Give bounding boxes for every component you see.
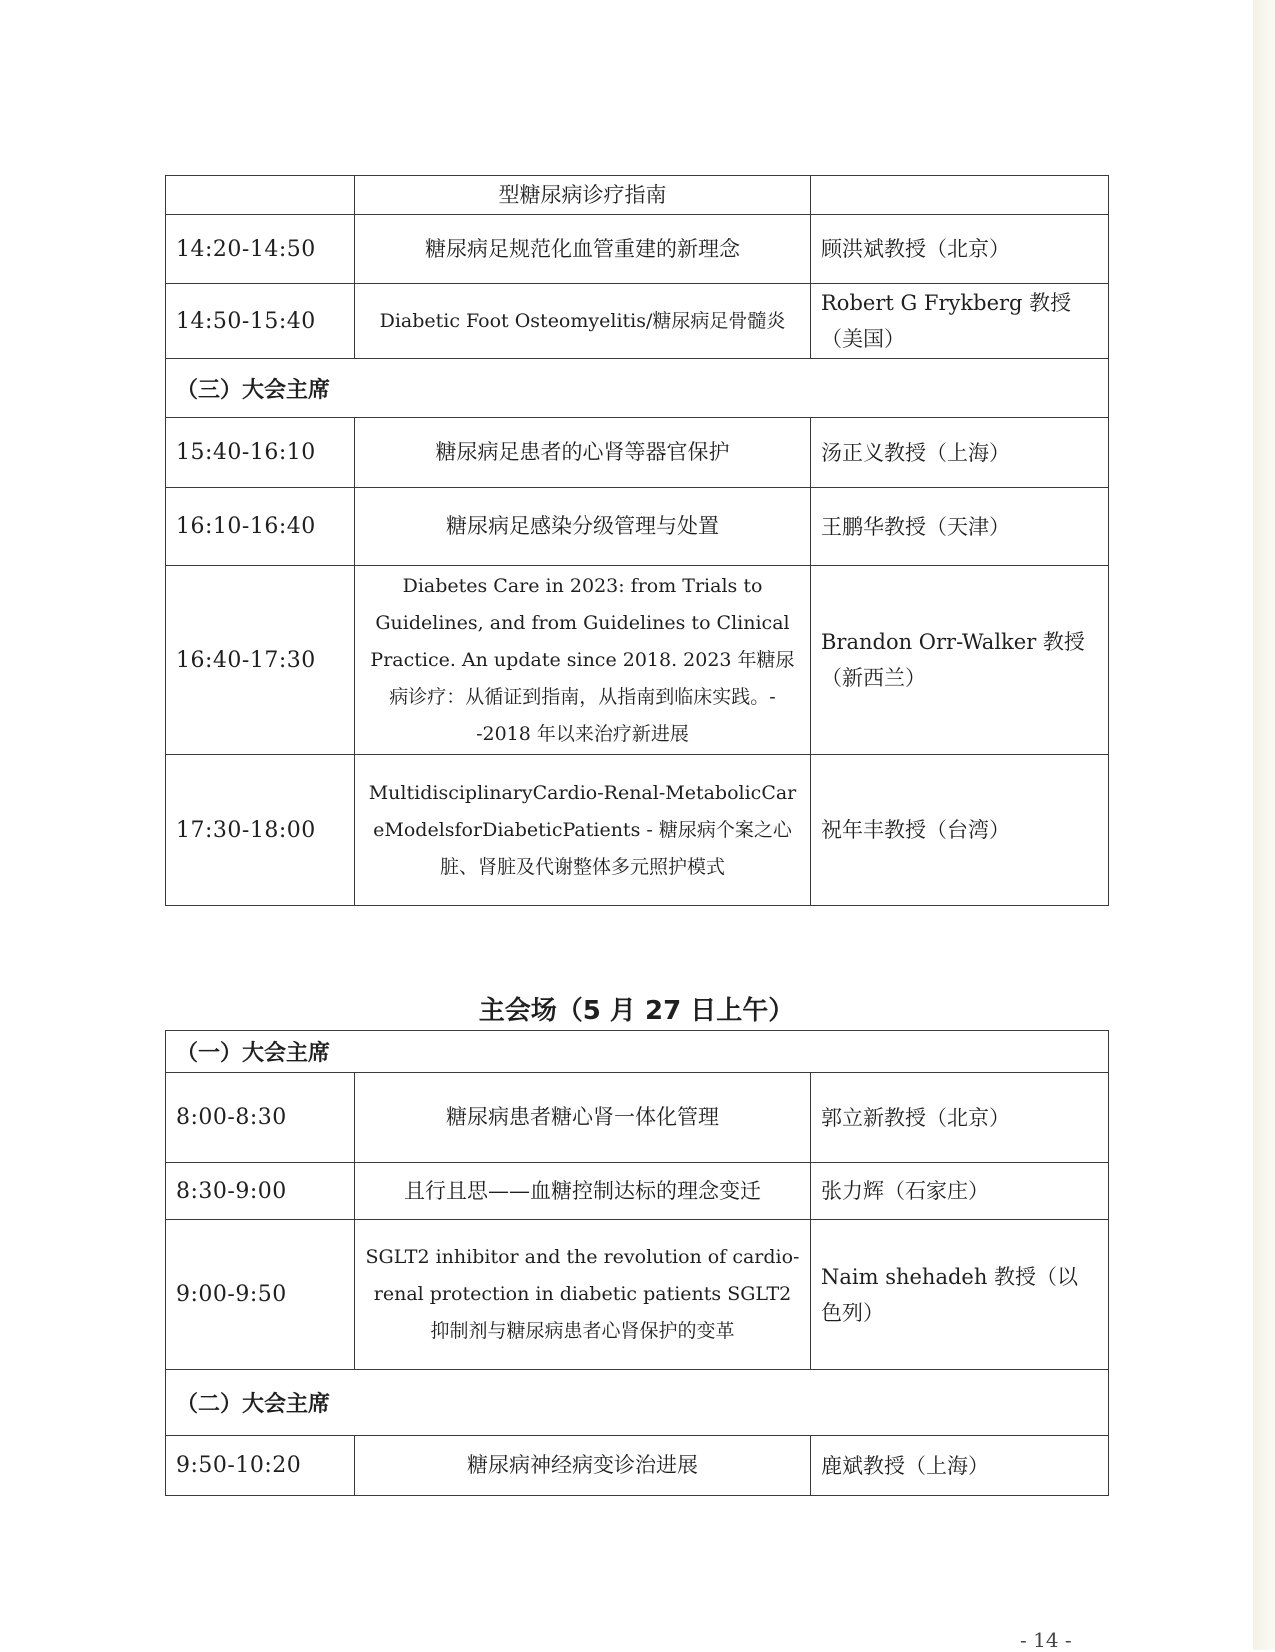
section-label: （二）大会主席: [166, 1370, 1109, 1436]
table-row: [166, 1163, 1109, 1220]
topic-cell: 糖尿病神经病变诊治进展: [355, 1436, 811, 1496]
section-label: （三）大会主席: [166, 359, 1109, 418]
speaker-cell: 顾洪斌教授（北京）: [811, 215, 1109, 284]
table-row: [166, 1073, 1109, 1163]
time-cell: 16:40-17:30: [166, 566, 355, 755]
topic-cell: 糖尿病足患者的心肾等器官保护: [355, 418, 811, 488]
speaker-cell: Robert G Frykberg 教授（美国）: [811, 284, 1109, 359]
table-row: [166, 284, 1109, 359]
speaker-cell: [811, 176, 1109, 215]
table-row: [166, 566, 1109, 755]
section-row: [166, 1370, 1109, 1436]
table-row: [166, 1220, 1109, 1370]
speaker-cell: 王鹏华教授（天津）: [811, 488, 1109, 566]
page-number: - 14 -: [1020, 1628, 1072, 1652]
table-row: [166, 488, 1109, 566]
section-row: [166, 359, 1109, 418]
section-label: （一）大会主席: [166, 1031, 1109, 1073]
table-row: [166, 176, 1109, 215]
schedule-table-morning: [165, 1030, 1109, 1496]
time-cell: 17:30-18:00: [166, 755, 355, 906]
table-row: [166, 755, 1109, 906]
topic-cell: SGLT2 inhibitor and the revolution of cardio-renal protection in diabetic patients SGLT2 抑制剂与糖尿病患者心肾保护的变革: [355, 1220, 811, 1370]
table-row: [166, 1436, 1109, 1496]
topic-cell: MultidisciplinaryCardio-Renal-MetabolicCareModelsforDiabeticPatients - 糖尿病个案之心脏、肾脏及代谢整体多元照护模式: [355, 755, 811, 906]
time-cell: 14:20-14:50: [166, 215, 355, 284]
topic-cell: 型糖尿病诊疗指南: [355, 176, 811, 215]
time-cell: 15:40-16:10: [166, 418, 355, 488]
speaker-cell: Brandon Orr-Walker 教授（新西兰）: [811, 566, 1109, 755]
schedule-table-afternoon: [165, 175, 1109, 906]
time-cell: 9:50-10:20: [166, 1436, 355, 1496]
speaker-cell: 鹿斌教授（上海）: [811, 1436, 1109, 1496]
topic-cell: 且行且思——血糖控制达标的理念变迁: [355, 1163, 811, 1220]
time-cell: 9:00-9:50: [166, 1220, 355, 1370]
time-cell: 14:50-15:40: [166, 284, 355, 359]
time-cell: 8:30-9:00: [166, 1163, 355, 1220]
topic-cell: Diabetes Care in 2023: from Trials to Guidelines, and from Guidelines to Clinical Practice. An update since 2018. 2023 年糖尿病诊疗：从循证到指南，从指南到临床实践。--2018 年以来治疗新进展: [355, 566, 811, 755]
table-row: [166, 215, 1109, 284]
speaker-cell: Naim shehadeh 教授（以色列）: [811, 1220, 1109, 1370]
time-cell: 16:10-16:40: [166, 488, 355, 566]
section-row: [166, 1031, 1109, 1073]
speaker-cell: 张力辉（石家庄）: [811, 1163, 1109, 1220]
time-cell: 8:00-8:30: [166, 1073, 355, 1163]
table-row: [166, 418, 1109, 488]
time-cell: [166, 176, 355, 215]
session-title: 主会场（5 月 27 日上午）: [478, 996, 795, 1026]
page-edge: [1253, 0, 1275, 1650]
topic-cell: 糖尿病足规范化血管重建的新理念: [355, 215, 811, 284]
speaker-cell: 祝年丰教授（台湾）: [811, 755, 1109, 906]
topic-cell: 糖尿病足感染分级管理与处置: [355, 488, 811, 566]
topic-cell: 糖尿病患者糖心肾一体化管理: [355, 1073, 811, 1163]
speaker-cell: 郭立新教授（北京）: [811, 1073, 1109, 1163]
speaker-cell: 汤正义教授（上海）: [811, 418, 1109, 488]
topic-cell: Diabetic Foot Osteomyelitis/糖尿病足骨髓炎: [355, 284, 811, 359]
